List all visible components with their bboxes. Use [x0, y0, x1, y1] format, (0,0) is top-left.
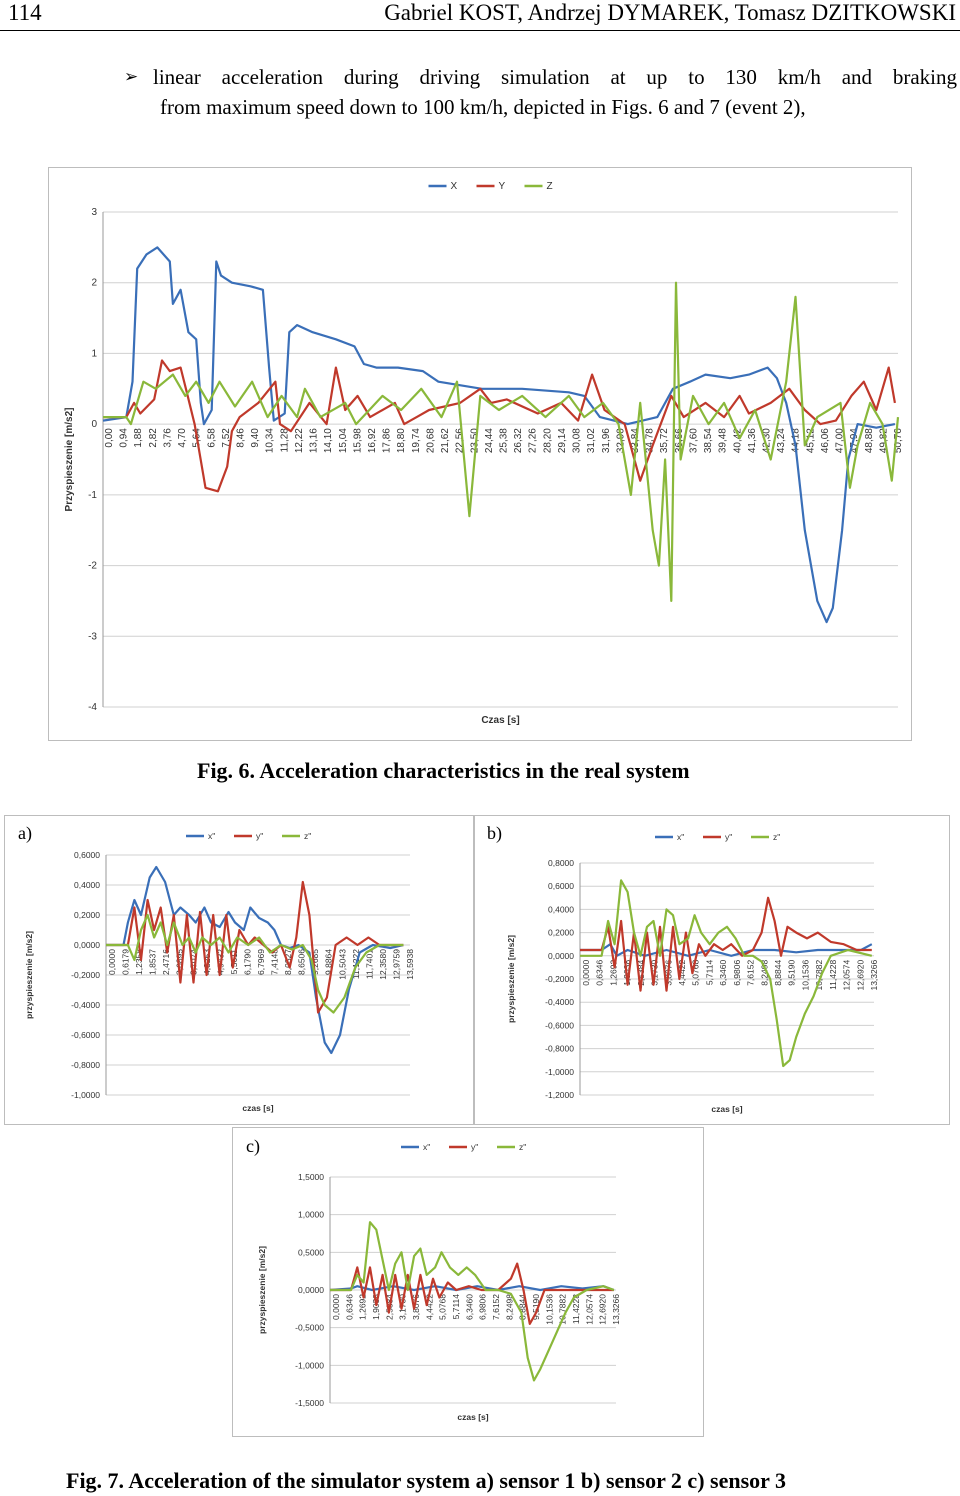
- x-tick-label: 4,3253: [201, 949, 212, 975]
- x-tick-label: 8,0327: [283, 949, 294, 975]
- x-tick-label: 12,3580: [377, 949, 388, 980]
- legend-label: x": [423, 1142, 431, 1152]
- x-tick-label: 43,24: [776, 428, 788, 454]
- x-tick-label: 26,32: [513, 428, 525, 454]
- x-tick-label: 27,26: [527, 428, 539, 454]
- x-tick-label: 13,5938: [405, 949, 415, 980]
- x-axis-title: Czas [s]: [481, 715, 520, 726]
- x-tick-label: 3,8076: [411, 1294, 421, 1320]
- x-tick-label: 5,0768: [690, 959, 701, 986]
- x-tick-label: 0,0000: [581, 959, 591, 986]
- y-tick-label: 0,4000: [548, 904, 574, 915]
- y-axis-title: przyspieszenie [m/s2]: [257, 1246, 267, 1334]
- bullet-text-line-1: linear acceleration during driving simulation at up to 130 km/h and braking: [153, 65, 957, 89]
- x-tick-label: 3,8076: [663, 959, 674, 986]
- x-tick-label: 6,9806: [731, 959, 742, 986]
- y-tick-label: -0,2000: [71, 970, 100, 980]
- x-tick-label: 36,66: [673, 428, 685, 454]
- arrow-bullet-icon: ➢: [124, 67, 139, 87]
- x-tick-label: 9,5190: [531, 1294, 541, 1320]
- x-tick-label: 10,1536: [800, 959, 811, 991]
- bullet-text-line-2: from maximum speed down to 100 km/h, depicted in Figs. 6 and 7 (event 2),: [160, 95, 806, 119]
- y-tick-label: 0,0000: [298, 1285, 324, 1295]
- y-tick-label: 1,0000: [298, 1209, 324, 1220]
- x-tick-label: 21,62: [440, 428, 452, 454]
- x-tick-label: 49,82: [878, 428, 890, 454]
- y-tick-label: 3: [91, 207, 97, 218]
- x-tick-label: 8,6506: [296, 949, 307, 975]
- fig6-caption: Fig. 6. Acceleration characteristics in the real system: [197, 758, 690, 783]
- y-tick-label: 0,8000: [548, 858, 574, 868]
- x-tick-label: 5,7114: [451, 1294, 461, 1320]
- panel-b-label: b): [487, 823, 502, 843]
- x-tick-label: 44,18: [790, 428, 802, 454]
- x-tick-label: 45,12: [805, 428, 817, 454]
- y-tick-label: 0,0000: [74, 940, 100, 950]
- x-tick-label: 2,4716: [161, 949, 172, 975]
- x-tick-label: 1,2692: [357, 1294, 368, 1320]
- legend-label: y": [256, 831, 264, 841]
- x-tick-label: 8,8844: [773, 959, 783, 986]
- fig7a-chart: [4, 815, 474, 1125]
- x-tick-label: 6,58: [206, 428, 218, 448]
- x-tick-label: 8,8844: [517, 1294, 528, 1320]
- legend-label: x": [208, 831, 216, 841]
- x-tick-label: 7,6152: [745, 959, 756, 986]
- x-tick-label: 11,4228: [571, 1294, 581, 1325]
- y-tick-label: -1,2000: [545, 1090, 574, 1100]
- x-tick-label: 46,06: [819, 428, 831, 454]
- x-tick-label: 1,88: [133, 428, 145, 448]
- x-tick-label: 1,8537: [147, 949, 158, 975]
- x-tick-label: 8,46: [235, 428, 247, 448]
- y-axis-title: Przyspieszenie [m/s2]: [64, 407, 75, 512]
- y-tick-label: 0,6000: [74, 850, 100, 860]
- x-tick-label: 3,7074: [188, 949, 199, 975]
- y-axis-title: przyspieszenie [m/s2]: [24, 931, 34, 1019]
- x-tick-label: 10,7882: [557, 1294, 568, 1325]
- x-tick-label: 6,7969: [256, 949, 266, 975]
- y-tick-label: -2: [88, 560, 97, 572]
- y-tick-label: 0: [91, 419, 97, 431]
- x-tick-label: 9,5190: [786, 959, 797, 986]
- x-tick-label: 38,54: [703, 428, 715, 454]
- x-tick-label: 10,5043: [337, 949, 348, 980]
- x-tick-label: 40,42: [732, 428, 744, 454]
- x-tick-label: 10,1536: [544, 1294, 555, 1325]
- x-axis-title: czas [s]: [242, 1103, 274, 1113]
- legend-label: z": [773, 832, 781, 842]
- x-tick-label: 22,56: [454, 428, 466, 454]
- x-tick-label: 16,92: [367, 428, 378, 454]
- x-tick-label: 18,80: [396, 428, 408, 454]
- legend-label: Z: [546, 181, 553, 192]
- fig7b-chart: [474, 815, 950, 1125]
- x-tick-label: 6,1790: [242, 949, 253, 975]
- legend-label: z": [519, 1142, 527, 1152]
- page-authors: Gabriel KOST, Andrzej DYMAREK, Tomasz DZITKOWSKI: [384, 0, 956, 25]
- x-tick-label: 9,2685: [310, 949, 321, 975]
- y-tick-label: 0,2000: [548, 927, 574, 938]
- x-tick-label: 13,16: [308, 428, 320, 454]
- y-tick-label: -0,8000: [71, 1060, 100, 1070]
- y-tick-label: -1: [88, 489, 97, 501]
- fig7c-chart: [232, 1127, 704, 1437]
- x-tick-label: 19,74: [410, 428, 422, 454]
- x-tick-label: 3,76: [162, 428, 174, 448]
- x-tick-label: 3,0895: [174, 949, 185, 975]
- x-tick-label: 0,0000: [331, 1294, 341, 1320]
- legend-label: z": [304, 831, 312, 841]
- y-tick-label: -0,6000: [545, 1020, 574, 1031]
- x-tick-label: 17,86: [381, 428, 393, 454]
- x-tick-label: 8,2498: [504, 1294, 515, 1320]
- y-axis-title: przyspieszenie [m/s2]: [506, 935, 516, 1023]
- x-tick-label: 7,6152: [491, 1294, 501, 1320]
- x-tick-label: 11,7401: [364, 949, 375, 980]
- x-tick-label: 50,76: [893, 428, 904, 454]
- x-tick-label: 6,3460: [718, 959, 729, 986]
- legend-label: Y: [498, 181, 506, 192]
- x-tick-label: 10,7882: [814, 959, 825, 991]
- x-tick-label: 7,4148: [269, 949, 280, 975]
- x-tick-label: 12,0574: [584, 1294, 595, 1325]
- legend-label: y": [471, 1142, 479, 1152]
- y-tick-label: -0,8000: [545, 1043, 574, 1054]
- fig7-caption: Fig. 7. Acceleration of the simulator system a) sensor 1 b) sensor 2 c) sensor 3: [66, 1468, 787, 1493]
- fig7c-svg: [232, 1127, 704, 1437]
- x-tick-label: 6,3460: [464, 1294, 475, 1320]
- x-tick-label: 12,22: [293, 428, 305, 454]
- x-tick-label: 34,78: [644, 428, 656, 454]
- x-tick-label: 12,0574: [841, 959, 852, 991]
- fig6-svg: [48, 167, 912, 741]
- x-tick-label: 41,36: [746, 428, 758, 454]
- y-tick-label: -0,4000: [545, 997, 574, 1008]
- fig7a-svg: [4, 815, 474, 1125]
- y-tick-label: -4: [88, 702, 97, 713]
- x-tick-label: 37,60: [688, 428, 700, 454]
- x-tick-label: 48,88: [863, 428, 875, 454]
- x-tick-label: 11,28: [279, 428, 291, 453]
- page-header: [0, 0, 960, 31]
- panel-c-label: c): [246, 1136, 260, 1156]
- y-tick-label: -1,5000: [295, 1398, 324, 1408]
- x-tick-label: 47,94: [849, 428, 861, 454]
- x-tick-label: 13,3266: [869, 959, 879, 991]
- x-tick-label: 5,64: [191, 428, 203, 448]
- x-tick-label: 0,6346: [594, 959, 605, 986]
- y-tick-label: -1,0000: [545, 1066, 574, 1077]
- x-tick-label: 1,9038: [371, 1294, 381, 1320]
- legend-label: y": [725, 832, 733, 842]
- x-tick-label: 28,20: [542, 428, 554, 454]
- x-tick-label: 30,08: [571, 428, 583, 454]
- x-tick-label: 24,44: [483, 428, 495, 454]
- y-tick-label: 0,4000: [74, 880, 100, 890]
- x-tick-label: 0,94: [118, 428, 130, 448]
- x-tick-label: 11,4228: [827, 959, 838, 990]
- x-tick-label: 1,9038: [622, 959, 633, 986]
- x-tick-label: 2,5384: [635, 959, 646, 986]
- x-tick-label: 4,70: [177, 428, 189, 448]
- x-tick-label: 15,98: [352, 428, 364, 454]
- y-tick-label: 2: [91, 277, 97, 289]
- x-tick-label: 14,10: [323, 428, 335, 454]
- x-tick-label: 39,48: [717, 428, 729, 454]
- y-tick-label: -0,5000: [295, 1322, 324, 1333]
- x-tick-label: 23,50: [469, 428, 481, 454]
- y-tick-label: -0,2000: [545, 974, 574, 984]
- fig6-chart: [48, 167, 912, 741]
- x-tick-label: 9,8864: [323, 949, 334, 975]
- y-tick-label: -0,4000: [71, 1000, 100, 1010]
- x-tick-label: 1,2358: [134, 949, 145, 975]
- x-tick-label: 0,6346: [344, 1294, 355, 1320]
- x-tick-label: 9,40: [250, 428, 262, 448]
- y-tick-label: -0,6000: [71, 1030, 100, 1040]
- x-tick-label: 3,1730: [397, 1294, 408, 1320]
- x-tick-label: 32,90: [615, 428, 627, 454]
- x-tick-label: 13,3266: [611, 1294, 621, 1325]
- x-tick-label: 4,4422: [424, 1294, 435, 1320]
- y-tick-label: 0,5000: [298, 1247, 324, 1258]
- y-tick-label: 1,5000: [298, 1172, 324, 1182]
- x-tick-label: 35,72: [659, 428, 671, 454]
- y-tick-label: 0,6000: [548, 881, 574, 892]
- y-tick-label: 0,2000: [74, 910, 100, 920]
- x-tick-label: 7,52: [220, 428, 232, 448]
- x-tick-label: 3,1730: [649, 959, 660, 986]
- x-tick-label: 0,0000: [107, 949, 117, 975]
- x-tick-label: 11,1222: [350, 949, 361, 980]
- x-tick-label: 10,34: [264, 428, 276, 454]
- x-tick-label: 12,6920: [597, 1294, 608, 1325]
- x-tick-label: 5,5611: [228, 949, 239, 975]
- x-tick-label: 5,0768: [437, 1294, 448, 1320]
- x-tick-label: 6,9806: [477, 1294, 488, 1320]
- y-tick-label: -1,0000: [71, 1090, 100, 1100]
- x-tick-label: 12,6920: [855, 959, 866, 991]
- x-tick-label: 8,2498: [759, 959, 770, 986]
- x-tick-label: 12,9759: [391, 949, 402, 980]
- panel-a-label: a): [18, 823, 32, 843]
- x-tick-label: 47,00: [834, 428, 846, 454]
- page-number: 114: [8, 0, 42, 25]
- legend-label: X: [450, 181, 458, 192]
- x-axis-title: czas [s]: [711, 1104, 743, 1114]
- x-tick-label: 29,14: [556, 428, 568, 454]
- legend-label: x": [677, 832, 685, 842]
- y-tick-label: -1,0000: [295, 1360, 324, 1371]
- x-tick-label: 5,7114: [704, 959, 715, 986]
- x-tick-label: 2,82: [147, 428, 159, 448]
- x-axis-title: czas [s]: [457, 1412, 489, 1422]
- y-tick-label: -3: [88, 631, 97, 643]
- y-tick-label: 0,0000: [548, 950, 574, 961]
- x-tick-label: 31,02: [586, 428, 598, 454]
- x-tick-label: 0,6179: [120, 949, 131, 975]
- x-tick-label: 20,68: [425, 428, 437, 454]
- x-tick-label: 31,96: [600, 428, 612, 454]
- x-tick-label: 42,30: [761, 428, 773, 454]
- x-tick-label: 2,5384: [384, 1294, 395, 1320]
- x-tick-label: 15,04: [337, 428, 349, 454]
- x-tick-label: 33,84: [630, 428, 641, 454]
- fig7b-svg: [474, 815, 950, 1125]
- y-tick-label: 1: [91, 348, 97, 360]
- x-tick-label: 4,4422: [677, 959, 687, 986]
- x-tick-label: 1,2692: [608, 959, 619, 986]
- x-tick-label: 4,9432: [215, 949, 226, 975]
- x-tick-label: 0,00: [104, 428, 115, 448]
- x-tick-label: 25,38: [498, 428, 510, 454]
